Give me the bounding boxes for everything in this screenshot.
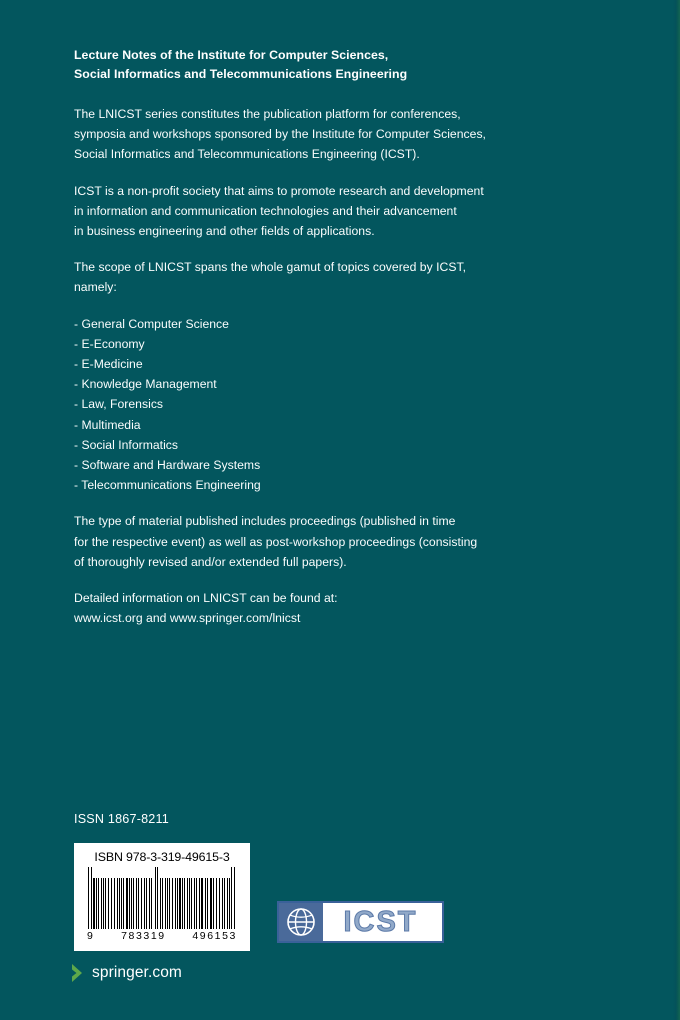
springer-logo-text: springer.com <box>92 964 182 981</box>
icst-logo-text: ICST <box>343 905 418 938</box>
barcode-bars <box>74 867 250 929</box>
icst-logo <box>277 901 444 943</box>
series-title-line-1: Lecture Notes of the Institute for Computer Sciences, <box>74 48 389 62</box>
list-item: - E-Medicine <box>74 357 143 372</box>
paragraph-icst-mission <box>74 181 544 242</box>
globe-icon <box>279 903 323 941</box>
paragraph-more-info <box>74 588 544 628</box>
list-item: - Software and Hardware Systems <box>74 458 261 473</box>
chevron-right-icon <box>70 963 85 983</box>
paragraph-line: The scope of LNICST spans the whole gamut of topics covered by ICST, <box>74 260 467 275</box>
topic-list <box>74 314 544 496</box>
spine-edge <box>673 0 680 1020</box>
paragraph-line: The type of material published includes proceedings (published in time <box>74 514 456 529</box>
list-item: - Law, Forensics <box>74 397 164 412</box>
paragraph-line: in information and communication technologies and their advancement <box>74 203 457 218</box>
isbn-barcode <box>74 843 250 951</box>
series-title-line-2: Social Informatics and Telecommunications Engineering <box>74 66 408 81</box>
cover-text-block <box>74 46 544 644</box>
list-item: - Telecommunications Engineering <box>74 478 261 493</box>
paragraph-material-type <box>74 511 544 572</box>
barcode-digit-group-1: 783319 <box>121 930 166 942</box>
paragraph-line: The LNICST series constitutes the publication platform for conferences, <box>74 107 461 121</box>
paragraph-line: of thoroughly revised and/or extended full papers). <box>74 554 347 569</box>
paragraph-line: ICST is a non-profit society that aims to promote research and development <box>74 183 484 198</box>
paragraph-scope-intro <box>74 257 544 297</box>
paragraph-line: Detailed information on LNICST can be found at: <box>74 591 338 606</box>
issn-text: ISSN 1867-8211 <box>74 812 169 826</box>
barcode-digits <box>74 929 250 942</box>
paragraph-line: Social Informatics and Telecommunications Engineering (ICST). <box>74 147 420 162</box>
list-item: - Social Informatics <box>74 437 179 452</box>
paragraph-line: namely: <box>74 280 117 295</box>
barcode-digit-left: 9 <box>87 930 95 942</box>
paragraph-line: www.icst.org and www.springer.com/lnicst <box>74 611 301 626</box>
paragraph-lnicst-intro <box>74 104 544 165</box>
list-item: - E-Economy <box>74 336 145 351</box>
isbn-text: ISBN 978-3-319-49615-3 <box>94 850 230 864</box>
paragraph-line: for the respective event) as well as post-workshop proceedings (consisting <box>74 534 478 549</box>
barcode-digit-group-2: 496153 <box>192 930 237 942</box>
paragraph-line: in business engineering and other fields of applications. <box>74 224 375 239</box>
list-item: - Multimedia <box>74 417 141 432</box>
paragraph-line: symposia and workshops sponsored by the Institute for Computer Sciences, <box>74 127 486 142</box>
series-title <box>74 46 544 83</box>
list-item: - Knowledge Management <box>74 377 217 392</box>
springer-logo <box>70 963 182 983</box>
list-item: - General Computer Science <box>74 316 229 331</box>
